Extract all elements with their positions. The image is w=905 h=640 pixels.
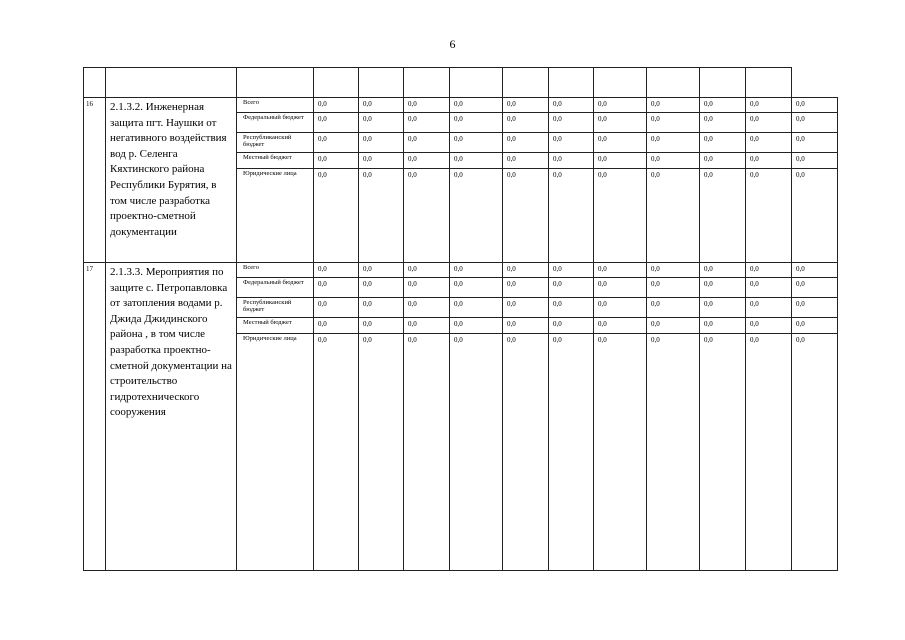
value-cell: 0,0	[450, 169, 503, 263]
value-cell: 0,0	[792, 278, 838, 298]
value-cell: 0,0	[359, 98, 404, 113]
value-cell: 0,0	[314, 98, 359, 113]
header-cell	[106, 68, 237, 98]
value-cell: 0,0	[792, 113, 838, 133]
value-cell: 0,0	[746, 113, 792, 133]
value-cell: 0,0	[594, 98, 647, 113]
value-cell: 0,0	[647, 113, 700, 133]
value-cell: 0,0	[359, 318, 404, 334]
value-cell: 0,0	[746, 133, 792, 153]
value-cell: 0,0	[549, 263, 594, 278]
value-cell: 0,0	[647, 133, 700, 153]
value-cell: 0,0	[404, 133, 450, 153]
value-cell: 0,0	[450, 263, 503, 278]
value-cell: 0,0	[503, 133, 549, 153]
header-cell	[647, 68, 700, 98]
value-cell: 0,0	[792, 263, 838, 278]
value-cell: 0,0	[792, 169, 838, 263]
value-cell: 0,0	[549, 169, 594, 263]
value-cell: 0,0	[792, 153, 838, 169]
value-cell: 0,0	[746, 153, 792, 169]
value-cell: 0,0	[647, 278, 700, 298]
item-number: 17	[84, 263, 106, 571]
funding-source-label: Республиканский бюджет	[237, 298, 314, 318]
value-cell: 0,0	[594, 298, 647, 318]
value-cell: 0,0	[359, 133, 404, 153]
value-cell: 0,0	[594, 153, 647, 169]
value-cell: 0,0	[647, 334, 700, 571]
table-row	[84, 98, 838, 113]
value-cell: 0,0	[503, 318, 549, 334]
value-cell: 0,0	[746, 278, 792, 298]
value-cell: 0,0	[314, 278, 359, 298]
value-cell: 0,0	[450, 334, 503, 571]
value-cell: 0,0	[549, 318, 594, 334]
value-cell: 0,0	[549, 133, 594, 153]
value-cell: 0,0	[594, 278, 647, 298]
value-cell: 0,0	[647, 98, 700, 113]
header-cell	[746, 68, 792, 98]
funding-source-label: Местный бюджет	[237, 153, 314, 169]
header-cell	[84, 68, 106, 98]
value-cell: 0,0	[314, 113, 359, 133]
value-cell: 0,0	[549, 98, 594, 113]
value-cell: 0,0	[746, 263, 792, 278]
value-cell: 0,0	[359, 169, 404, 263]
value-cell: 0,0	[503, 263, 549, 278]
header-cell	[549, 68, 594, 98]
value-cell: 0,0	[746, 169, 792, 263]
header-row	[84, 68, 838, 98]
value-cell: 0,0	[647, 318, 700, 334]
funding-source-label: Федеральный бюджет	[237, 113, 314, 133]
value-cell: 0,0	[700, 153, 746, 169]
value-cell: 0,0	[314, 263, 359, 278]
value-cell: 0,0	[647, 263, 700, 278]
value-cell: 0,0	[549, 334, 594, 571]
value-cell: 0,0	[746, 98, 792, 113]
value-cell: 0,0	[450, 98, 503, 113]
value-cell: 0,0	[700, 98, 746, 113]
header-cell	[359, 68, 404, 98]
value-cell: 0,0	[404, 98, 450, 113]
value-cell: 0,0	[450, 153, 503, 169]
value-cell: 0,0	[746, 298, 792, 318]
value-cell: 0,0	[792, 133, 838, 153]
value-cell: 0,0	[792, 98, 838, 113]
value-cell: 0,0	[503, 298, 549, 318]
value-cell: 0,0	[314, 298, 359, 318]
value-cell: 0,0	[404, 278, 450, 298]
item-number: 16	[84, 98, 106, 263]
value-cell: 0,0	[359, 278, 404, 298]
page-number: 6	[449, 37, 456, 51]
value-cell: 0,0	[404, 169, 450, 263]
value-cell: 0,0	[594, 334, 647, 571]
value-cell: 0,0	[404, 334, 450, 571]
funding-source-label: Юридические лица	[237, 169, 314, 263]
value-cell: 0,0	[792, 298, 838, 318]
value-cell: 0,0	[450, 133, 503, 153]
value-cell: 0,0	[700, 169, 746, 263]
header-cell	[700, 68, 746, 98]
funding-source-label: Всего	[237, 98, 314, 113]
table-body	[84, 68, 838, 571]
value-cell: 0,0	[792, 334, 838, 571]
item-name: 2.1.3.2. Инженерная защита пгт. Наушки от негативного воздействия вод р. Селенга Кяхтинского района Республики Бурятия, в том числе разработка проектно-сметной документации	[106, 98, 237, 263]
value-cell: 0,0	[647, 298, 700, 318]
value-cell: 0,0	[404, 153, 450, 169]
value-cell: 0,0	[700, 133, 746, 153]
value-cell: 0,0	[314, 133, 359, 153]
value-cell: 0,0	[404, 263, 450, 278]
table-row	[84, 263, 838, 278]
value-cell: 0,0	[549, 153, 594, 169]
item-name: 2.1.3.3. Мероприятия по защите с. Петропавловка от затопления водами р. Джида Джидинского района , в том числе разработка проектно-сметной документации на строительство гидротехнического сооружения	[106, 263, 237, 571]
value-cell: 0,0	[594, 263, 647, 278]
value-cell: 0,0	[700, 318, 746, 334]
value-cell: 0,0	[314, 334, 359, 571]
value-cell: 0,0	[450, 113, 503, 133]
header-cell	[503, 68, 549, 98]
value-cell: 0,0	[647, 153, 700, 169]
header-cell	[450, 68, 503, 98]
value-cell: 0,0	[450, 318, 503, 334]
funding-source-label: Федеральный бюджет	[237, 278, 314, 298]
value-cell: 0,0	[594, 169, 647, 263]
header-cell	[237, 68, 314, 98]
value-cell: 0,0	[359, 113, 404, 133]
value-cell: 0,0	[450, 298, 503, 318]
value-cell: 0,0	[503, 153, 549, 169]
value-cell: 0,0	[404, 298, 450, 318]
value-cell: 0,0	[594, 318, 647, 334]
value-cell: 0,0	[503, 169, 549, 263]
value-cell: 0,0	[359, 263, 404, 278]
value-cell: 0,0	[314, 169, 359, 263]
value-cell: 0,0	[450, 278, 503, 298]
header-cell	[594, 68, 647, 98]
value-cell: 0,0	[359, 298, 404, 318]
value-cell: 0,0	[404, 113, 450, 133]
value-cell: 0,0	[549, 113, 594, 133]
value-cell: 0,0	[549, 298, 594, 318]
value-cell: 0,0	[503, 278, 549, 298]
funding-source-label: Юридические лица	[237, 334, 314, 571]
header-cell	[404, 68, 450, 98]
value-cell: 0,0	[700, 278, 746, 298]
value-cell: 0,0	[700, 113, 746, 133]
value-cell: 0,0	[503, 113, 549, 133]
value-cell: 0,0	[594, 133, 647, 153]
value-cell: 0,0	[700, 263, 746, 278]
value-cell: 0,0	[746, 334, 792, 571]
funding-source-label: Всего	[237, 263, 314, 278]
value-cell: 0,0	[503, 334, 549, 571]
value-cell: 0,0	[700, 298, 746, 318]
budget-table	[83, 67, 838, 571]
value-cell: 0,0	[314, 318, 359, 334]
value-cell: 0,0	[594, 113, 647, 133]
value-cell: 0,0	[549, 278, 594, 298]
funding-source-label: Республиканский бюджет	[237, 133, 314, 153]
value-cell: 0,0	[647, 169, 700, 263]
header-cell	[314, 68, 359, 98]
value-cell: 0,0	[792, 318, 838, 334]
value-cell: 0,0	[359, 334, 404, 571]
value-cell: 0,0	[746, 318, 792, 334]
value-cell: 0,0	[700, 334, 746, 571]
value-cell: 0,0	[404, 318, 450, 334]
value-cell: 0,0	[359, 153, 404, 169]
value-cell: 0,0	[503, 98, 549, 113]
value-cell: 0,0	[314, 153, 359, 169]
funding-source-label: Местный бюджет	[237, 318, 314, 334]
